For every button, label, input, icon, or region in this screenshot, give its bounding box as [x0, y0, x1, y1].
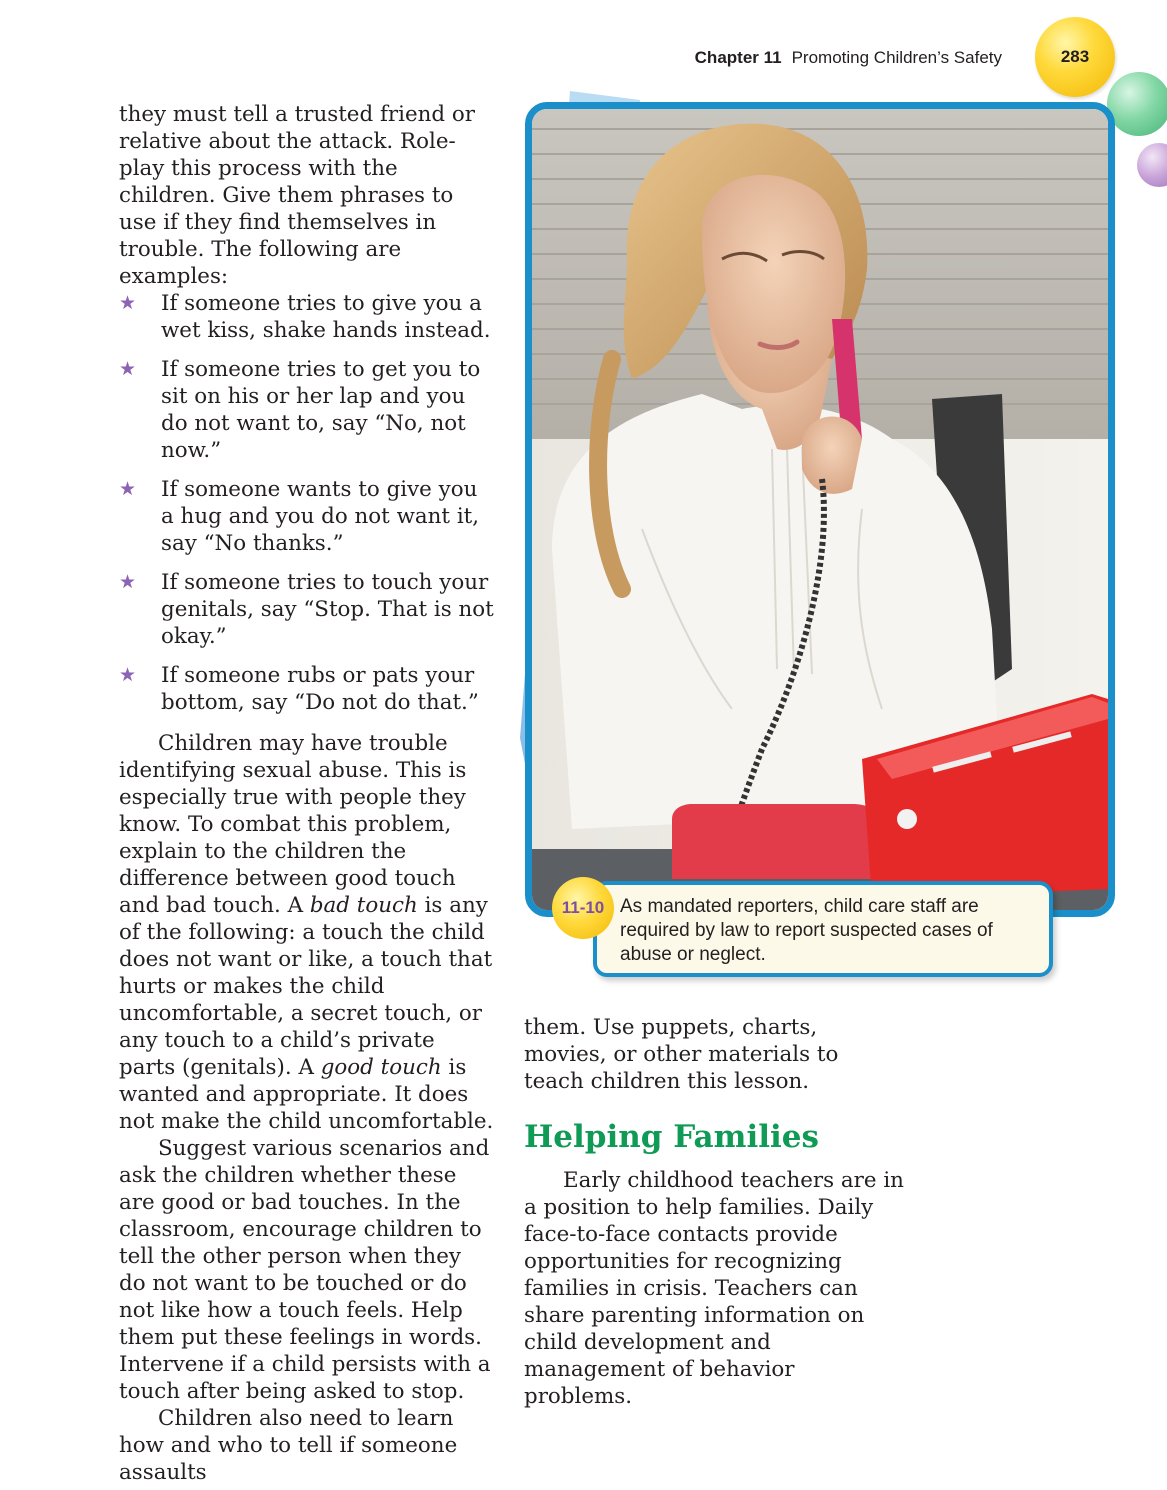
star-bullet-icon: ★	[119, 478, 137, 500]
star-bullet-icon: ★	[119, 358, 137, 380]
examples-list	[119, 290, 494, 716]
text-run: is any of the following: a touch the child does not want or like, a touch that hurts or makes the child uncomfortable, a secret touch, or any touch to a child’s private parts (genitals). A	[119, 893, 493, 1080]
helping-families-paragraph: Early childhood teachers are in a position to help families. Daily face-to-face contacts provide opportunities for recognizing families in crisis. Teachers can share parenting information on child development and management of behavior problems.	[524, 1168, 904, 1409]
running-header	[695, 48, 1002, 68]
list-item-text: If someone tries to give you a wet kiss, shake hands instead.	[161, 291, 491, 343]
star-bullet-icon: ★	[119, 664, 137, 686]
right-column	[524, 1014, 904, 1410]
decorative-purple-dot	[1137, 143, 1167, 187]
page-number: 283	[1035, 17, 1115, 97]
photo-woman-on-phone	[525, 102, 1115, 917]
figure-number-badge: 11-10	[552, 877, 614, 939]
term-bad-touch: bad touch	[309, 893, 418, 918]
scenarios-paragraph: Suggest various scenarios and ask the children whether these are good or bad touches. In the classroom, encourage children to tell the other person when they do not want to be touched or do not like how a touch feels. Help them put these feelings in words. Intervene if a child persists with a touch after being asked to stop.	[119, 1136, 491, 1404]
list-item	[119, 569, 494, 650]
list-item-text: If someone tries to get you to sit on his or her lap and you do not want to, say “No, not now.”	[161, 357, 481, 463]
left-column	[119, 101, 494, 1486]
list-item	[119, 662, 494, 716]
text-run: Children may have trouble identifying sexual abuse. This is especially true with people they know. To combat this problem, explain to the children the difference between good touch and bad touch. A	[119, 731, 467, 918]
section-heading: Helping Families	[524, 1119, 819, 1155]
chapter-number: Chapter 11	[694, 48, 782, 67]
decorative-green-dot	[1107, 72, 1167, 136]
figure-caption: As mandated reporters, child care staff are required by law to report suspected cases of abuse or neglect.	[620, 896, 993, 965]
list-item	[119, 356, 494, 464]
chapter-title: Promoting Children’s Safety	[791, 48, 1002, 67]
term-good-touch: good touch	[320, 1055, 442, 1080]
list-item	[119, 476, 494, 557]
assault-paragraph: Children also need to learn how and who to tell if someone assaults	[119, 1406, 458, 1485]
figure-caption-box	[593, 881, 1053, 977]
list-item-text: If someone wants to give you a hug and you do not want it, say “No thanks.”	[161, 477, 480, 556]
list-item	[119, 290, 494, 344]
text-run: is wanted and appropriate. It does not make the child uncomfortable.	[119, 1055, 494, 1134]
star-bullet-icon: ★	[119, 292, 137, 314]
list-item-text: If someone rubs or pats your bottom, say “Do not do that.”	[161, 663, 479, 715]
star-bullet-icon: ★	[119, 571, 137, 593]
photo-illustration	[532, 109, 1108, 910]
lesson-paragraph: them. Use puppets, charts, movies, or other materials to teach children this lesson.	[524, 1015, 839, 1094]
figure-11-10	[510, 88, 1110, 988]
intro-paragraph: they must tell a trusted friend or relative about the attack. Role-play this process with the children. Give them phrases to use if they find themselves in trouble. The following are examples:	[119, 102, 475, 289]
list-item-text: If someone tries to touch your genitals, say “Stop. That is not okay.”	[161, 570, 494, 649]
touch-paragraph	[119, 730, 494, 1135]
